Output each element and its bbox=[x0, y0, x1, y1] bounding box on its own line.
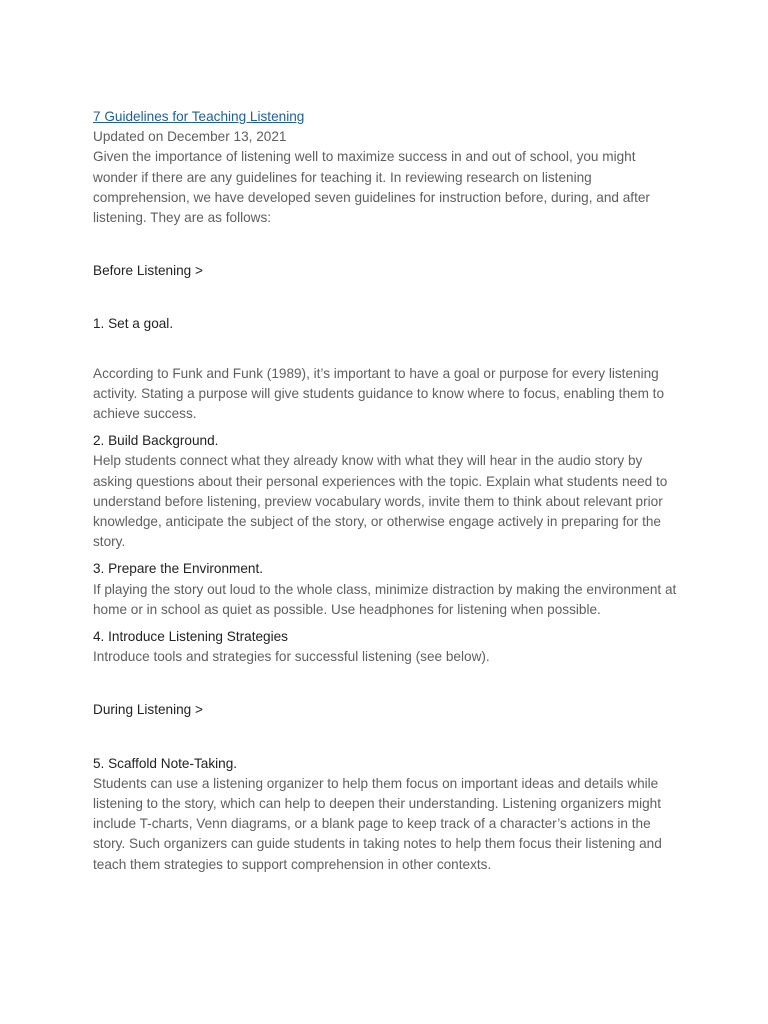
guideline-5-heading: 5. Scaffold Note-Taking. bbox=[93, 755, 238, 771]
intro-paragraph: Given the importance of listening well to maximize success in and out of school, you might wonder if there are any guidelines for teaching it. In reviewing research on listening comprehension, we have developed seven guidelines for instruction before, during, and after listening. They are as follows: bbox=[93, 149, 650, 226]
guideline-3-heading: 3. Prepare the Environment. bbox=[93, 561, 264, 577]
guideline-2-text: Help students connect what they already know with what they will hear in the audio story by asking questions about their personal experiences with the topic. Explain what students need to understand before listening, preview vocabulary words, invite them to think about relevant prior knowledge, anticipate the subject of the story, or otherwise engage actively in preparing for the story. bbox=[93, 453, 668, 550]
guideline-2-heading: 2. Build Background. bbox=[93, 433, 219, 449]
guideline-4-heading: 4. Introduce Listening Strategies bbox=[93, 629, 288, 645]
guideline-1-text: According to Funk and Funk (1989), it’s important to have a goal or purpose for every listening activity. Stating a purpose will give students guidance to know where to focus, enabling them to achieve success. bbox=[93, 365, 665, 422]
before-listening-heading: Before Listening > bbox=[93, 263, 203, 279]
guideline-1-heading: 1. Set a goal. bbox=[93, 316, 174, 332]
during-listening-heading: During Listening > bbox=[93, 702, 203, 718]
guideline-4-text: Introduce tools and strategies for successful listening (see below). bbox=[93, 649, 490, 665]
article-title-link[interactable]: 7 Guidelines for Teaching Listening bbox=[93, 109, 305, 124]
document-page bbox=[93, 107, 678, 875]
updated-date: Updated on December 13, 2021 bbox=[93, 129, 287, 145]
guideline-3-text: If playing the story out loud to the whole class, minimize distraction by making the environment at home or in school as quiet as possible. Use headphones for listening when possible. bbox=[93, 581, 677, 617]
guideline-5-text: Students can use a listening organizer to help them focus on important ideas and details while listening to the story, which can help to deepen their understanding. Listening organizers might include T-charts, Venn diagrams, or a blank page to keep track of a character’s actions in the story. Such organizers can guide students in taking notes to help them focus their listening and teach them strategies to support comprehension in other contexts. bbox=[93, 775, 662, 872]
